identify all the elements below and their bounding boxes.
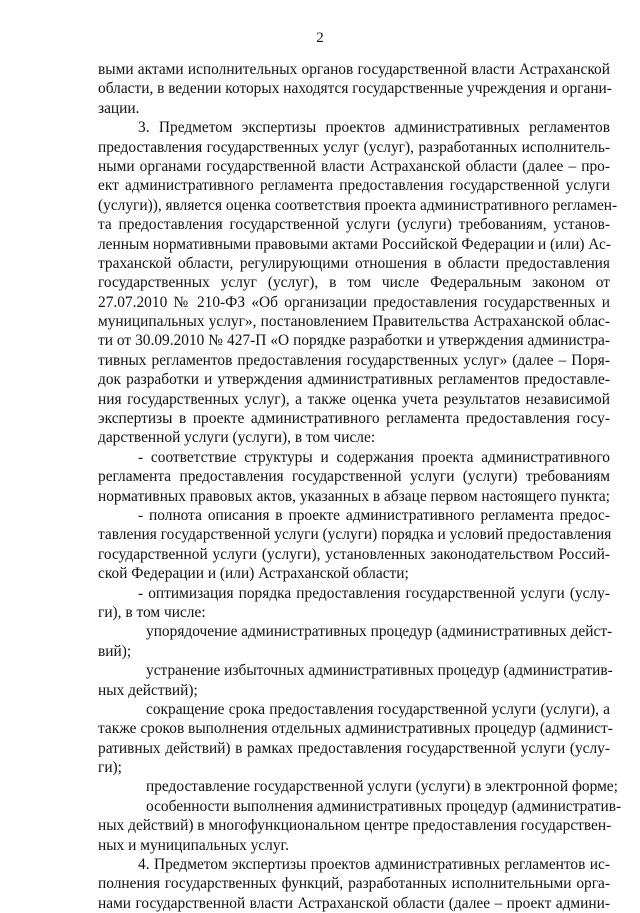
- text-line: предоставления государственных услуг (услуг), разработанных исполнитель-: [98, 138, 610, 156]
- text-line: ными органами государственной власти Астраханской области (далее – про-: [98, 157, 610, 175]
- text-line: ративных действий) в рамках предоставления государственной услуги (услу-: [98, 739, 610, 757]
- text-line: упорядочение административных процедур (административных дейст-: [146, 623, 613, 641]
- text-line: - полнота описания в проекте административного регламента предос-: [138, 506, 610, 524]
- text-line: выми актами исполнительных органов государственной власти Астраханской: [98, 61, 610, 78]
- text-line: 3. Предметом экспертизы проектов административных регламентов: [138, 119, 610, 137]
- text-line: 27.07.2010 № 210-ФЗ «Об организации предоставления государственных и: [98, 293, 610, 311]
- text-line: нормативных правовых актов, указанных в абзаце первом настоящего пункта;: [98, 487, 610, 505]
- text-line: 4. Предметом экспертизы проектов административных регламентов ис-: [138, 856, 610, 874]
- text-line: - соответствие структуры и содержания проекта административного: [138, 448, 610, 466]
- text-line: вий);: [98, 642, 132, 660]
- text-line: также сроков выполнения отдельных административных процедур (админист-: [98, 720, 613, 738]
- text-line: регламента предоставления государственной услуги (услуги) требованиям: [98, 468, 610, 486]
- text-line: области, в ведении которых находятся государственные учреждения и органи-: [98, 80, 612, 98]
- text-line: экспертизы в проекте административного регламента предоставления госу-: [98, 410, 610, 428]
- text-line: ния государственных услуг), а также оценка учета результатов независимой: [98, 390, 610, 408]
- text-line: - оптимизация порядка предоставления государственной услуги (услу-: [138, 584, 610, 602]
- text-line: (услуги)), является оценка соответствия проекта административного регламен-: [98, 196, 618, 214]
- text-line: ных действий);: [98, 681, 198, 699]
- text-line: траханской области, регулирующими отношения в области предоставления: [98, 254, 610, 272]
- text-line: государственных услуг (услуг), в том числе Федеральным законом от: [98, 274, 610, 292]
- text-line: сокращение срока предоставления государственной услуги (услуги), а: [146, 700, 610, 718]
- text-line: полнения государственных функций, разработанных исполнительными орга-: [98, 875, 610, 893]
- text-line: ект административного регламента предоставления государственной услуги: [98, 177, 610, 195]
- text-line: ти от 30.09.2010 № 427-П «О порядке разработки и утверждения администра-: [98, 332, 610, 350]
- text-line: предоставление государственной услуги (услуги) в электронной форме;: [146, 778, 618, 796]
- text-line: ленным нормативными правовыми актами Российской Федерации и (или) Ас-: [98, 235, 611, 253]
- text-line: ных действий) в многофункциональном центре предоставления государствен-: [98, 817, 612, 835]
- text-line: тивных регламентов предоставления государственных услуг» (далее – Поря-: [98, 351, 610, 369]
- text-line: дарственной услуги (услуги), в том числе:: [98, 429, 376, 447]
- text-line: зации.: [98, 99, 140, 117]
- text-line: док разработки и утверждения административных регламентов предоставле-: [98, 371, 610, 389]
- text-line: нами государственной власти Астраханской области (далее – проект админи-: [98, 894, 610, 912]
- text-line: тавления государственной услуги (услуги) порядка и условий предоставления: [98, 526, 612, 544]
- page-number: 2: [316, 30, 324, 46]
- text-line: особенности выполнения административных процедур (административ-: [146, 797, 622, 815]
- text-line: та предоставления государственной услуги (услуги) требованиям, установ-: [98, 216, 610, 234]
- text-line: ги);: [98, 759, 122, 777]
- text-line: ской Федерации и (или) Астраханской области;: [98, 565, 409, 583]
- text-line: государственной услуги (услуги), установленных законодательством Россий-: [98, 545, 610, 563]
- text-line: устранение избыточных административных процедур (административ-: [146, 662, 613, 680]
- document-body: [98, 60, 622, 913]
- text-line: ги), в том числе:: [98, 603, 206, 621]
- text-line: ных и муниципальных услуг.: [98, 836, 289, 854]
- text-line: муниципальных услуг», постановлением Правительства Астраханской облас-: [98, 313, 610, 331]
